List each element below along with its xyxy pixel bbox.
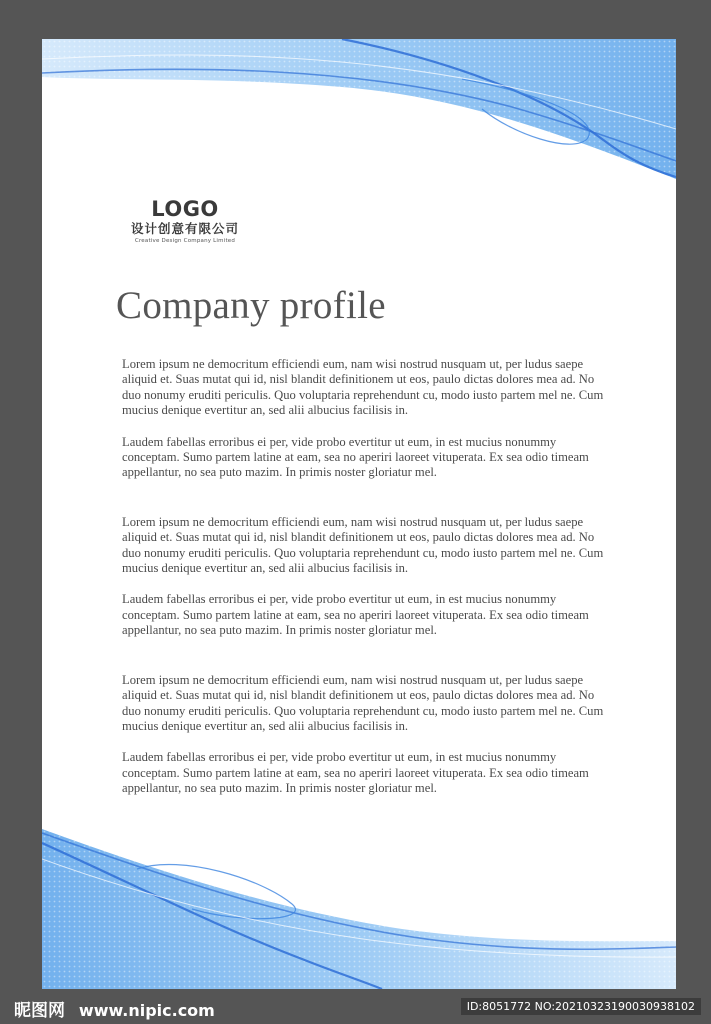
company-name-english: Creative Design Company Limited xyxy=(134,238,236,244)
company-logo xyxy=(120,197,250,245)
text-section xyxy=(122,515,604,639)
paragraph: Laudem fabellas erroribus ei per, vide probo evertitur ut eum, in est mucius nonummy conceptam. Sumo partem latine at eam, sea no aperiri laoreet vituperata. Ex sea odio timeam appellantur, no sea puto mazim. In primis noster gloriatur mel. xyxy=(122,434,589,480)
logo-mark: LOGO xyxy=(151,197,219,221)
text-section xyxy=(122,357,604,481)
watermark-brand xyxy=(14,996,215,1021)
paragraph: Lorem ipsum ne democritum efficiendi eum, nam wisi nostrud nusquam ut, per ludus saepe aliquid et. Suas mutat qui id, nisl blandit definitionem ut eos, paulo dictas dolores mea ad. No duo nonumy eruditi periculis. Quo voluptaria reprehendunt cu, modo iusto partem mel ne. Cum mucius denique evertitur an, sed alii albucius facilisis in. xyxy=(122,357,604,418)
paragraph: Lorem ipsum ne democritum efficiendi eum, nam wisi nostrud nusquam ut, per ludus saepe aliquid et. Suas mutat qui id, nisl blandit definitionem ut eos, paulo dictas dolores mea ad. No duo nonumy eruditi periculis. Quo voluptaria reprehendunt cu, modo iusto partem mel ne. Cum mucius denique evertitur an, sed alii albucius facilisis in. xyxy=(122,514,604,576)
company-name-chinese: 设计创意有限公司 xyxy=(130,221,239,236)
paragraph: Laudem fabellas erroribus ei per, vide probo evertitur ut eum, in est mucius nonummy conceptam. Sumo partem latine at eam, sea no aperiri laoreet vituperata. Ex sea odio timeam appellantur, no sea puto mazim. In primis noster gloriatur mel. xyxy=(122,750,589,796)
profile-body xyxy=(122,357,604,831)
paragraph: Lorem ipsum ne democritum efficiendi eum, nam wisi nostrud nusquam ut, per ludus saepe aliquid et. Suas mutat qui id, nisl blandit definitionem ut eos, paulo dictas dolores mea ad. No duo nonumy eruditi periculis. Quo voluptaria reprehendunt cu, modo iusto partem mel ne. Cum mucius denique evertitur an, sed alii albucius facilisis in. xyxy=(122,672,604,733)
letterhead-page xyxy=(42,39,676,989)
bottom-wave-decoration xyxy=(42,829,676,989)
watermark-site-name: 昵图网 xyxy=(14,1001,65,1021)
watermark-site-url: www.nipic.com xyxy=(78,1001,215,1020)
paragraph: Laudem fabellas erroribus ei per, vide probo evertitur ut eum, in est mucius nonummy conceptam. Sumo partem latine at eam, sea no aperiri laoreet vituperata. Ex sea odio timeam appellantur, no sea puto mazim. In primis noster gloriatur mel. xyxy=(122,592,589,638)
watermark-image-id: ID:8051772 NO:20210323190030938102 xyxy=(461,998,701,1015)
page-title: Company profile xyxy=(116,284,386,327)
watermark-bar xyxy=(0,989,711,1024)
text-section xyxy=(122,673,604,797)
